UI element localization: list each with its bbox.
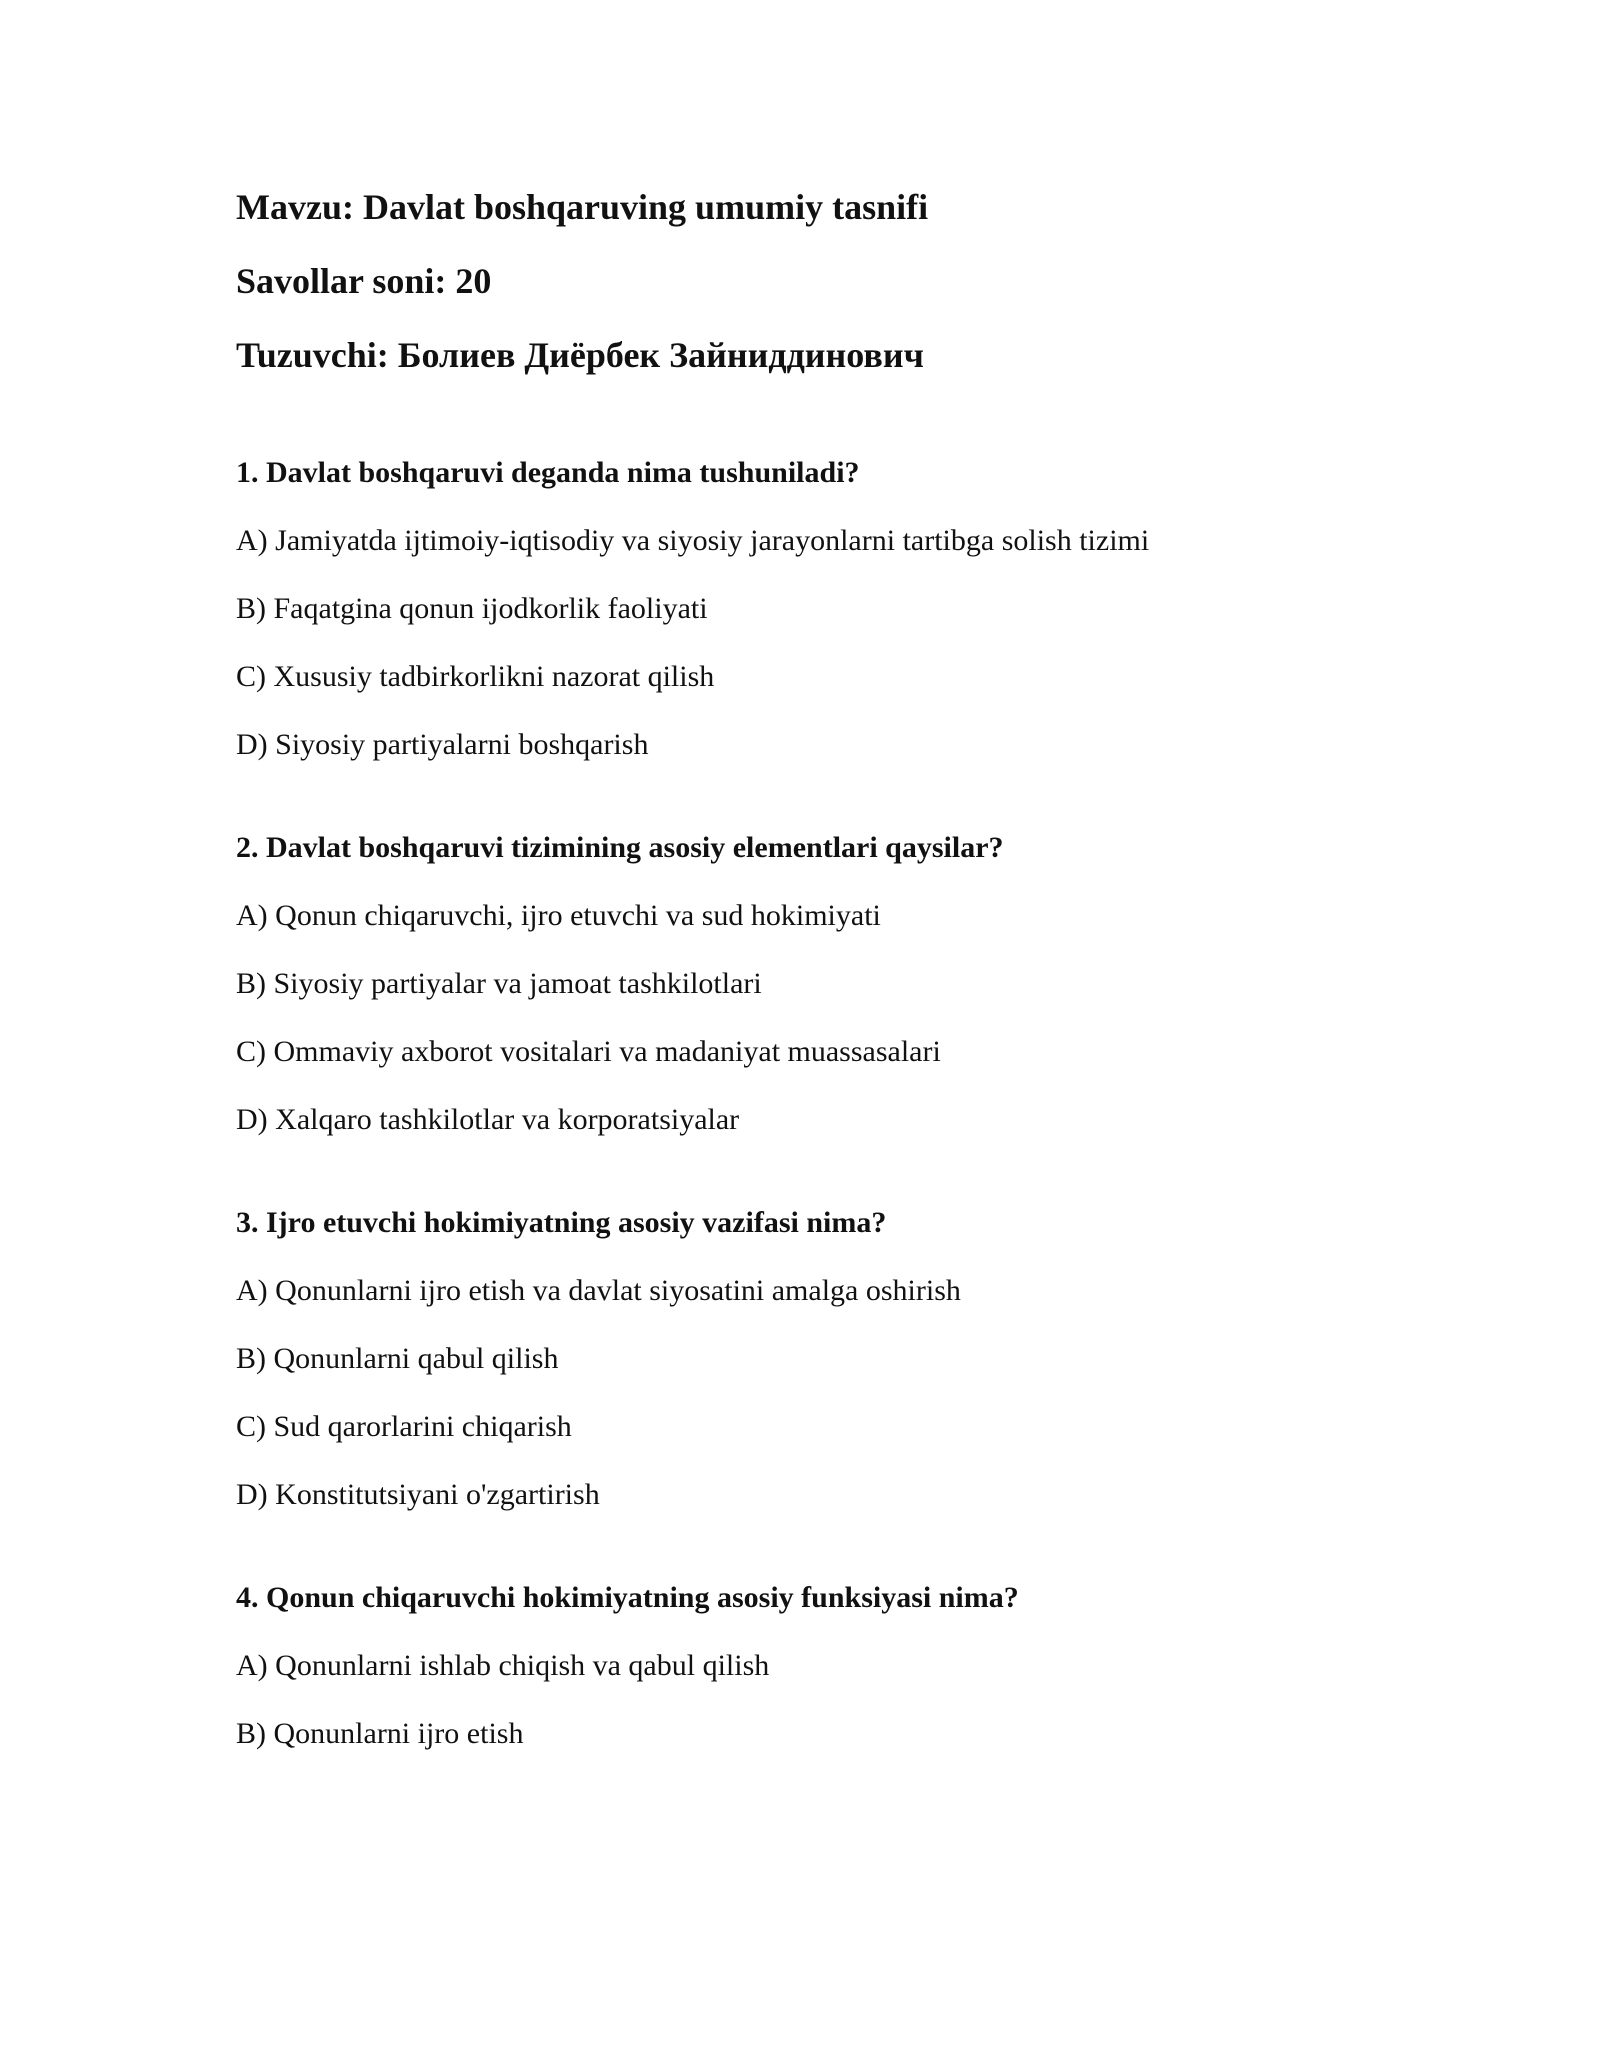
question-block	[236, 455, 1416, 762]
answer-option-c: C) Sud qarorlarini chiqarish	[236, 1410, 572, 1443]
answer-option-b: B) Faqatgina qonun ijodkorlik faoliyati	[236, 592, 708, 625]
question-title: 1. Davlat boshqaruvi deganda nima tushuniladi?	[236, 456, 860, 489]
answer-option-d: D) Siyosiy partiyalarni boshqarish	[236, 728, 649, 761]
answer-option-b: B) Siyosiy partiyalar va jamoat tashkilotlari	[236, 967, 762, 1000]
topic-heading: Mavzu: Davlat boshqaruving umumiy tasnifi	[236, 187, 929, 227]
answer-option-a: A) Qonunlarni ijro etish va davlat siyosatini amalga oshirish	[236, 1274, 961, 1307]
question-title: 2. Davlat boshqaruvi tizimining asosiy elementlari qaysilar?	[236, 831, 1004, 864]
question-block	[236, 830, 1416, 1137]
answer-option-c: C) Ommaviy axborot vositalari va madaniyat muassasalari	[236, 1035, 941, 1068]
question-title: 3. Ijro etuvchi hokimiyatning asosiy vazifasi nima?	[236, 1206, 887, 1239]
question-block	[236, 1205, 1416, 1512]
author-line: Tuzuvchi: Болиев Диёрбек Зайниддинович	[236, 335, 924, 375]
question-list	[236, 455, 1416, 1751]
question-block	[236, 1580, 1416, 1751]
answer-option-d: D) Konstitutsiyani o'zgartirish	[236, 1478, 600, 1511]
answer-option-a: A) Qonunlarni ishlab chiqish va qabul qilish	[236, 1649, 770, 1682]
answer-option-b: B) Qonunlarni ijro etish	[236, 1717, 524, 1750]
question-count: Savollar soni: 20	[236, 261, 492, 301]
answer-option-a: A) Qonun chiqaruvchi, ijro etuvchi va sud hokimiyati	[236, 899, 881, 932]
answer-option-a: A) Jamiyatda ijtimoiy-iqtisodiy va siyosiy jarayonlarni tartibga solish tizimi	[236, 524, 1150, 557]
answer-option-c: C) Xususiy tadbirkorlikni nazorat qilish	[236, 660, 715, 693]
answer-option-b: B) Qonunlarni qabul qilish	[236, 1342, 559, 1375]
answer-option-d: D) Xalqaro tashkilotlar va korporatsiyalar	[236, 1103, 740, 1136]
question-title: 4. Qonun chiqaruvchi hokimiyatning asosiy funksiyasi nima?	[236, 1581, 1019, 1614]
document-content	[236, 186, 1416, 1819]
